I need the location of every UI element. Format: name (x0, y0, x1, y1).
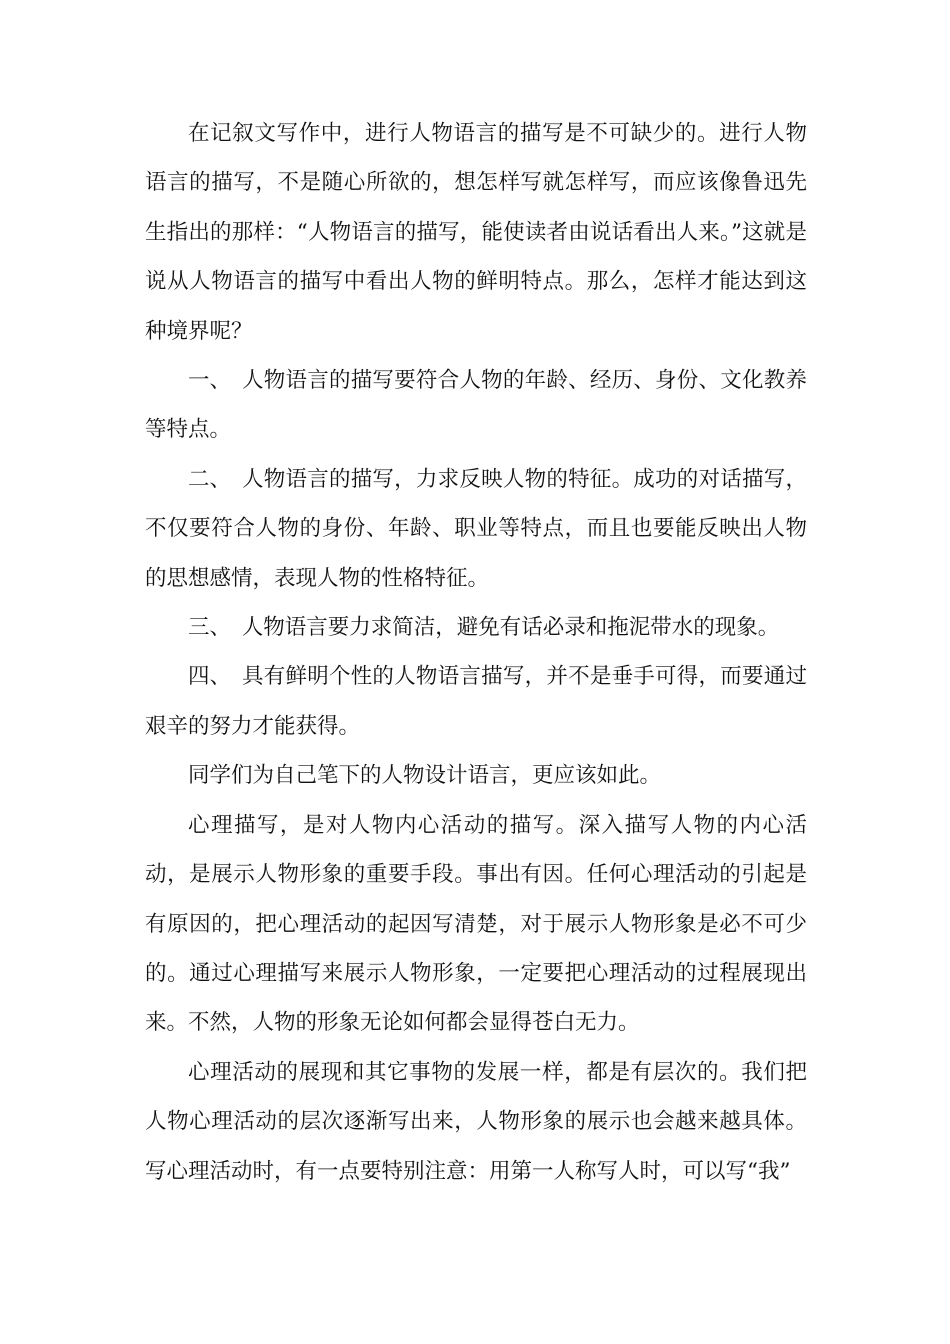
list-item-text: 具有鲜明个性的人物语言描写，并不是垂手可得，而要通过艰辛的努力才能获得。 (145, 664, 807, 739)
closing-paragraph-2: 心理描写，是对人物内心活动的描写。深入描写人物的内心活动，是展示人物形象的重要手段。事出有因。任何心理活动的引起是有原因的，把心理活动的起因写清楚，对于展示人物形象是必不可少的。通过心理描写来展示人物形象，一定要把心理活动的过程展现出来。不然，人物的形象无论如何都会显得苍白无力。 (145, 812, 807, 1036)
list-item-3 (145, 603, 807, 652)
list-item-number: 一、 (188, 368, 232, 394)
list-item-number: 四、 (188, 664, 232, 690)
list-item-2 (145, 455, 807, 603)
closing-paragraph-3: 心理活动的展现和其它事物的发展一样，都是有层次的。我们把人物心理活动的层次逐渐写出来，人物形象的展示也会越来越具体。写心理活动时，有一点要特别注意：用第一人称写人时，可以写“我” (145, 1059, 807, 1184)
list-item-text: 人物语言的描写要符合人物的年龄、经历、身份、文化教养等特点。 (145, 368, 807, 443)
list-item-1 (145, 356, 807, 455)
list-item-number: 三、 (188, 615, 232, 641)
document-body (145, 109, 807, 1196)
list-item-text: 人物语言的描写，力求反映人物的特征。成功的对话描写，不仅要符合人物的身份、年龄、职业等特点，而且也要能反映出人物的思想感情，表现人物的性格特征。 (145, 466, 807, 591)
list-item-4 (145, 652, 807, 751)
closing-paragraph-1: 同学们为自己笔下的人物设计语言，更应该如此。 (188, 763, 662, 789)
intro-paragraph: 在记叙文写作中，进行人物语言的描写是不可缺少的。进行人物语言的描写，不是随心所欲的，想怎样写就怎样写，而应该像鲁迅先生指出的那样：“人物语言的描写，能使读者由说话看出人来。”这就是说从人物语言的描写中看出人物的鲜明特点。那么，怎样才能达到这种境界呢？ (145, 121, 807, 344)
list-item-text: 人物语言要力求简洁，避免有话必录和拖泥带水的现象。 (241, 615, 780, 641)
list-item-number: 二、 (188, 466, 232, 492)
